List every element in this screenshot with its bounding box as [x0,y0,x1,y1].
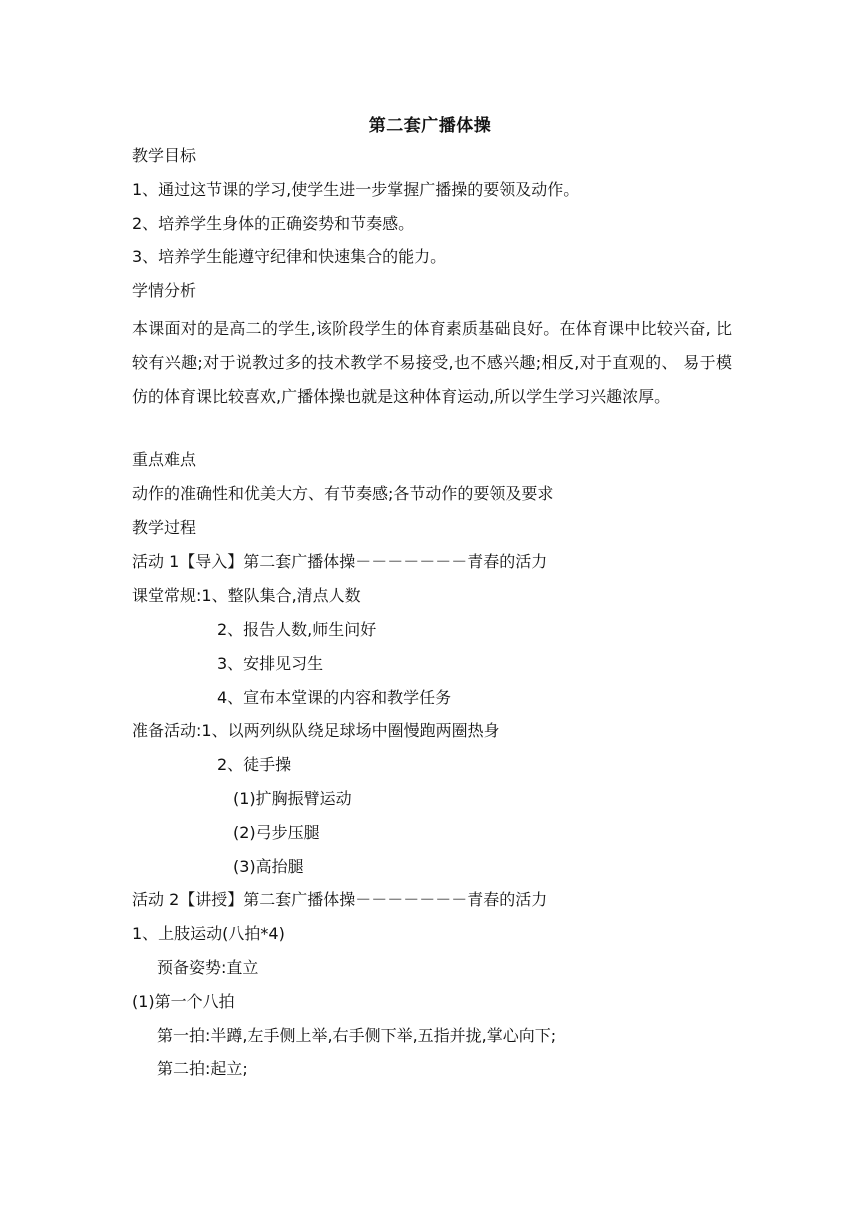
heading-teaching-process: 教学过程 [132,518,197,537]
heading-key-points: 重点难点 [132,450,197,469]
student-analysis-paragraph: 本课面对的是高二的学生,该阶段学生的体育素质基础良好。在体育课中比较兴奋, 比较有兴趣;对于说教过多的技术教学不易接受,也不感兴趣;相反,对于直观的、 易于模仿的体育课比较喜欢,广播体操也就是这种体育运动,所以学生学习兴趣浓厚。 [132,319,732,406]
beat-2-text: 第二拍:起立; [157,1059,248,1078]
objective-item-1: 1、通过这节课的学习,使学生进一步掌握广播操的要领及动作。 [132,180,580,199]
activity-1-heading: 活动 1【导入】第二套广播体操－－－－－－－青春的活力 [132,552,548,571]
document-title: 第二套广播体操 [368,116,492,136]
first-eight-count: (1)第一个八拍 [132,992,235,1011]
warmup-label: 准备活动:1、以两列纵队绕足球场中圈慢跑两圈热身 [132,721,500,740]
key-points-text: 动作的准确性和优美大方、有节奏感;各节动作的要领及要求 [132,484,554,503]
activity-2-heading: 活动 2【讲授】第二套广播体操－－－－－－－青春的活力 [132,890,548,909]
objective-item-2: 2、培养学生身体的正确姿势和节奏感。 [132,214,415,233]
routine-item-3: 3、安排见习生 [217,654,324,673]
warmup-subitem-2: (2)弓步压腿 [233,823,320,842]
beat-1-text: 第一拍:半蹲,左手侧上举,右手侧下举,五指并拢,掌心向下; [157,1026,557,1045]
warmup-subitem-3: (3)高抬腿 [233,857,304,876]
warmup-item-2: 2、徒手操 [217,755,292,774]
warmup-subitem-1: (1)扩胸振臂运动 [233,789,352,808]
routine-item-2: 2、报告人数,师生问好 [217,620,377,639]
routine-item-4: 4、宣布本堂课的内容和教学任务 [217,688,452,707]
section-1-heading: 1、上肢运动(八拍*4) [132,924,285,943]
classroom-routine-label: 课堂常规:1、整队集合,清点人数 [132,586,361,605]
heading-student-analysis: 学情分析 [132,281,197,300]
heading-teaching-objectives: 教学目标 [132,146,197,165]
ready-pose-text: 预备姿势:直立 [157,958,259,977]
objective-item-3: 3、培养学生能遵守纪律和快速集合的能力。 [132,247,447,266]
